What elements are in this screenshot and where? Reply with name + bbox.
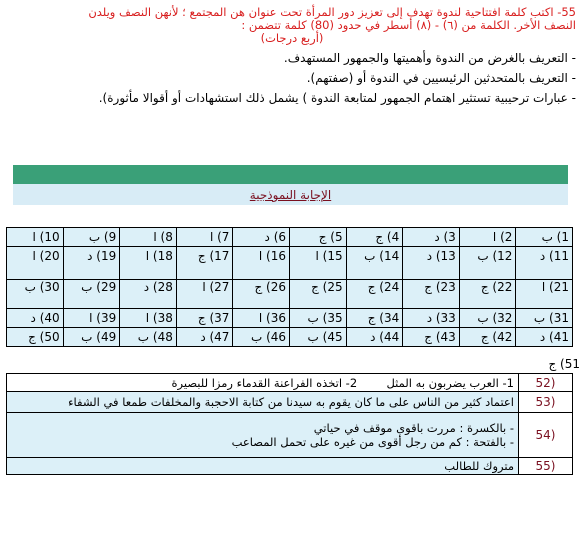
answer-cell: 2) ا bbox=[459, 228, 516, 247]
answer-cell: 35) ب bbox=[290, 309, 347, 328]
answer-cell: 10) ا bbox=[7, 228, 64, 247]
answer-number-53: (53 bbox=[519, 392, 573, 413]
answer-cell: 17) ج bbox=[176, 247, 233, 280]
answer-grid bbox=[6, 227, 573, 347]
answer-cell: 42) ج bbox=[459, 328, 516, 347]
answer-row-53 bbox=[7, 392, 573, 413]
answer-cell: 4) ج bbox=[346, 228, 403, 247]
answer-cell: 5) ج bbox=[290, 228, 347, 247]
answer-cell: 9) ب bbox=[63, 228, 120, 247]
answer-row-54 bbox=[7, 413, 573, 458]
answer-cell: 47) د bbox=[176, 328, 233, 347]
answer-51: 51) ج bbox=[548, 357, 580, 371]
answer-cell: 26) ج bbox=[233, 280, 290, 309]
answer-content-55: متروك للطالب bbox=[7, 458, 519, 475]
answer-52-part-2: 2- اتخذه الفراعنة القدماء رمزا للبصيرة bbox=[171, 375, 358, 390]
answer-number-54: (54 bbox=[519, 413, 573, 458]
answer-cell: 15) ا bbox=[290, 247, 347, 280]
green-divider-bar bbox=[13, 165, 568, 184]
answer-cell: 25) ج bbox=[290, 280, 347, 309]
answer-cell: 39) ا bbox=[63, 309, 120, 328]
answer-number-55: (55 bbox=[519, 458, 573, 475]
answer-cell: 43) ج bbox=[403, 328, 460, 347]
answer-content-54 bbox=[7, 413, 519, 458]
answer-cell: 38) ا bbox=[120, 309, 177, 328]
answer-cell: 30) ب bbox=[7, 280, 64, 309]
answer-cell: 1) ب bbox=[516, 228, 573, 247]
answer-cell: 32) ب bbox=[459, 309, 516, 328]
answer-cell: 23) ج bbox=[403, 280, 460, 309]
answer-grid-row bbox=[7, 309, 573, 328]
question-line-1: 55- اكتب كلمة افتتاحية لندوة تهدف إلى تعزيز دور المرأة تحت عنوان هن المجتمع ؛ لأنهن النصف ويلدن bbox=[88, 5, 576, 19]
answer-cell: 46) ب bbox=[233, 328, 290, 347]
answer-row-52 bbox=[7, 374, 573, 392]
answer-cell: 16) ا bbox=[233, 247, 290, 280]
answer-cell: 33) د bbox=[403, 309, 460, 328]
answer-grid-row bbox=[7, 247, 573, 280]
answer-cell: 20) ا bbox=[7, 247, 64, 280]
question-bullet-1: - التعريف بالغرض من الندوة وأهميتها والجمهور المستهدف. bbox=[283, 51, 576, 65]
answer-52-part-1: 1- العرب يضربون به المثل bbox=[386, 375, 514, 390]
answer-content-53: اعتماد كثير من الناس على ما كان يقوم به سيدنا من كتابة الاحجبة والمخلفات طمعا في الشفاء bbox=[7, 392, 519, 413]
answer-cell: 3) د bbox=[403, 228, 460, 247]
question-marks: (أربع درجات) bbox=[260, 31, 324, 45]
model-answer-title: الإجابة النموذجية bbox=[249, 188, 332, 202]
answer-row-55 bbox=[7, 458, 573, 475]
answer-cell: 27) ا bbox=[176, 280, 233, 309]
model-answer-header bbox=[13, 184, 568, 205]
answer-cell: 21) ا bbox=[516, 280, 573, 309]
answer-cell: 19) د bbox=[63, 247, 120, 280]
answer-cell: 6) د bbox=[233, 228, 290, 247]
answer-cell: 34) ج bbox=[346, 309, 403, 328]
answer-cell: 48) ب bbox=[120, 328, 177, 347]
answer-cell: 7) ا bbox=[176, 228, 233, 247]
answer-cell: 24) ج bbox=[346, 280, 403, 309]
answer-grid-row bbox=[7, 328, 573, 347]
answer-grid-row bbox=[7, 280, 573, 309]
answer-cell: 13) د bbox=[403, 247, 460, 280]
answer-cell: 28) د bbox=[120, 280, 177, 309]
answer-cell: 29) ب bbox=[63, 280, 120, 309]
answer-cell: 14) ب bbox=[346, 247, 403, 280]
question-bullet-2: - التعريف بالمتحدثين الرئيسيين في الندوة أو (صفتهم). bbox=[306, 71, 576, 85]
answer-cell: 12) ب bbox=[459, 247, 516, 280]
answer-cell: 49) ب bbox=[63, 328, 120, 347]
answer-number-52: (52 bbox=[519, 374, 573, 392]
answer-54-line-2: - بالفتحة : كم من رجل أقوى من غيره على تحمل المصاعب bbox=[231, 435, 514, 449]
answer-cell: 44) د bbox=[346, 328, 403, 347]
question-line-2: النصف الأخر. الكلمة من (٦) - (٨) أسطر في حدود (80) كلمة تتضمن : bbox=[241, 18, 576, 32]
answer-cell: 31) ب bbox=[516, 309, 573, 328]
answer-cell: 50) ج bbox=[7, 328, 64, 347]
answer-cell: 45) ب bbox=[290, 328, 347, 347]
question-55 bbox=[8, 6, 576, 105]
answer-cell: 37) ج bbox=[176, 309, 233, 328]
answer-cell: 40) د bbox=[7, 309, 64, 328]
answer-cell: 41) د bbox=[516, 328, 573, 347]
essay-answers-table bbox=[6, 373, 573, 475]
answer-cell: 8) ا bbox=[120, 228, 177, 247]
answer-cell: 18) ا bbox=[120, 247, 177, 280]
answer-cell: 11) د bbox=[516, 247, 573, 280]
question-bullet-3: - عبارات ترحيبية تستثير اهتمام الجمهور لمتابعة الندوة ) يشمل ذلك استشهادات أو أقوالا مأثورة). bbox=[98, 91, 576, 105]
answer-cell: 22) ج bbox=[459, 280, 516, 309]
answer-grid-row bbox=[7, 228, 573, 247]
answer-content-52 bbox=[7, 374, 519, 392]
answer-54-line-1: - بالكسرة : مررت باقوى موقف في حياتي bbox=[313, 421, 514, 435]
answer-cell: 36) ا bbox=[233, 309, 290, 328]
